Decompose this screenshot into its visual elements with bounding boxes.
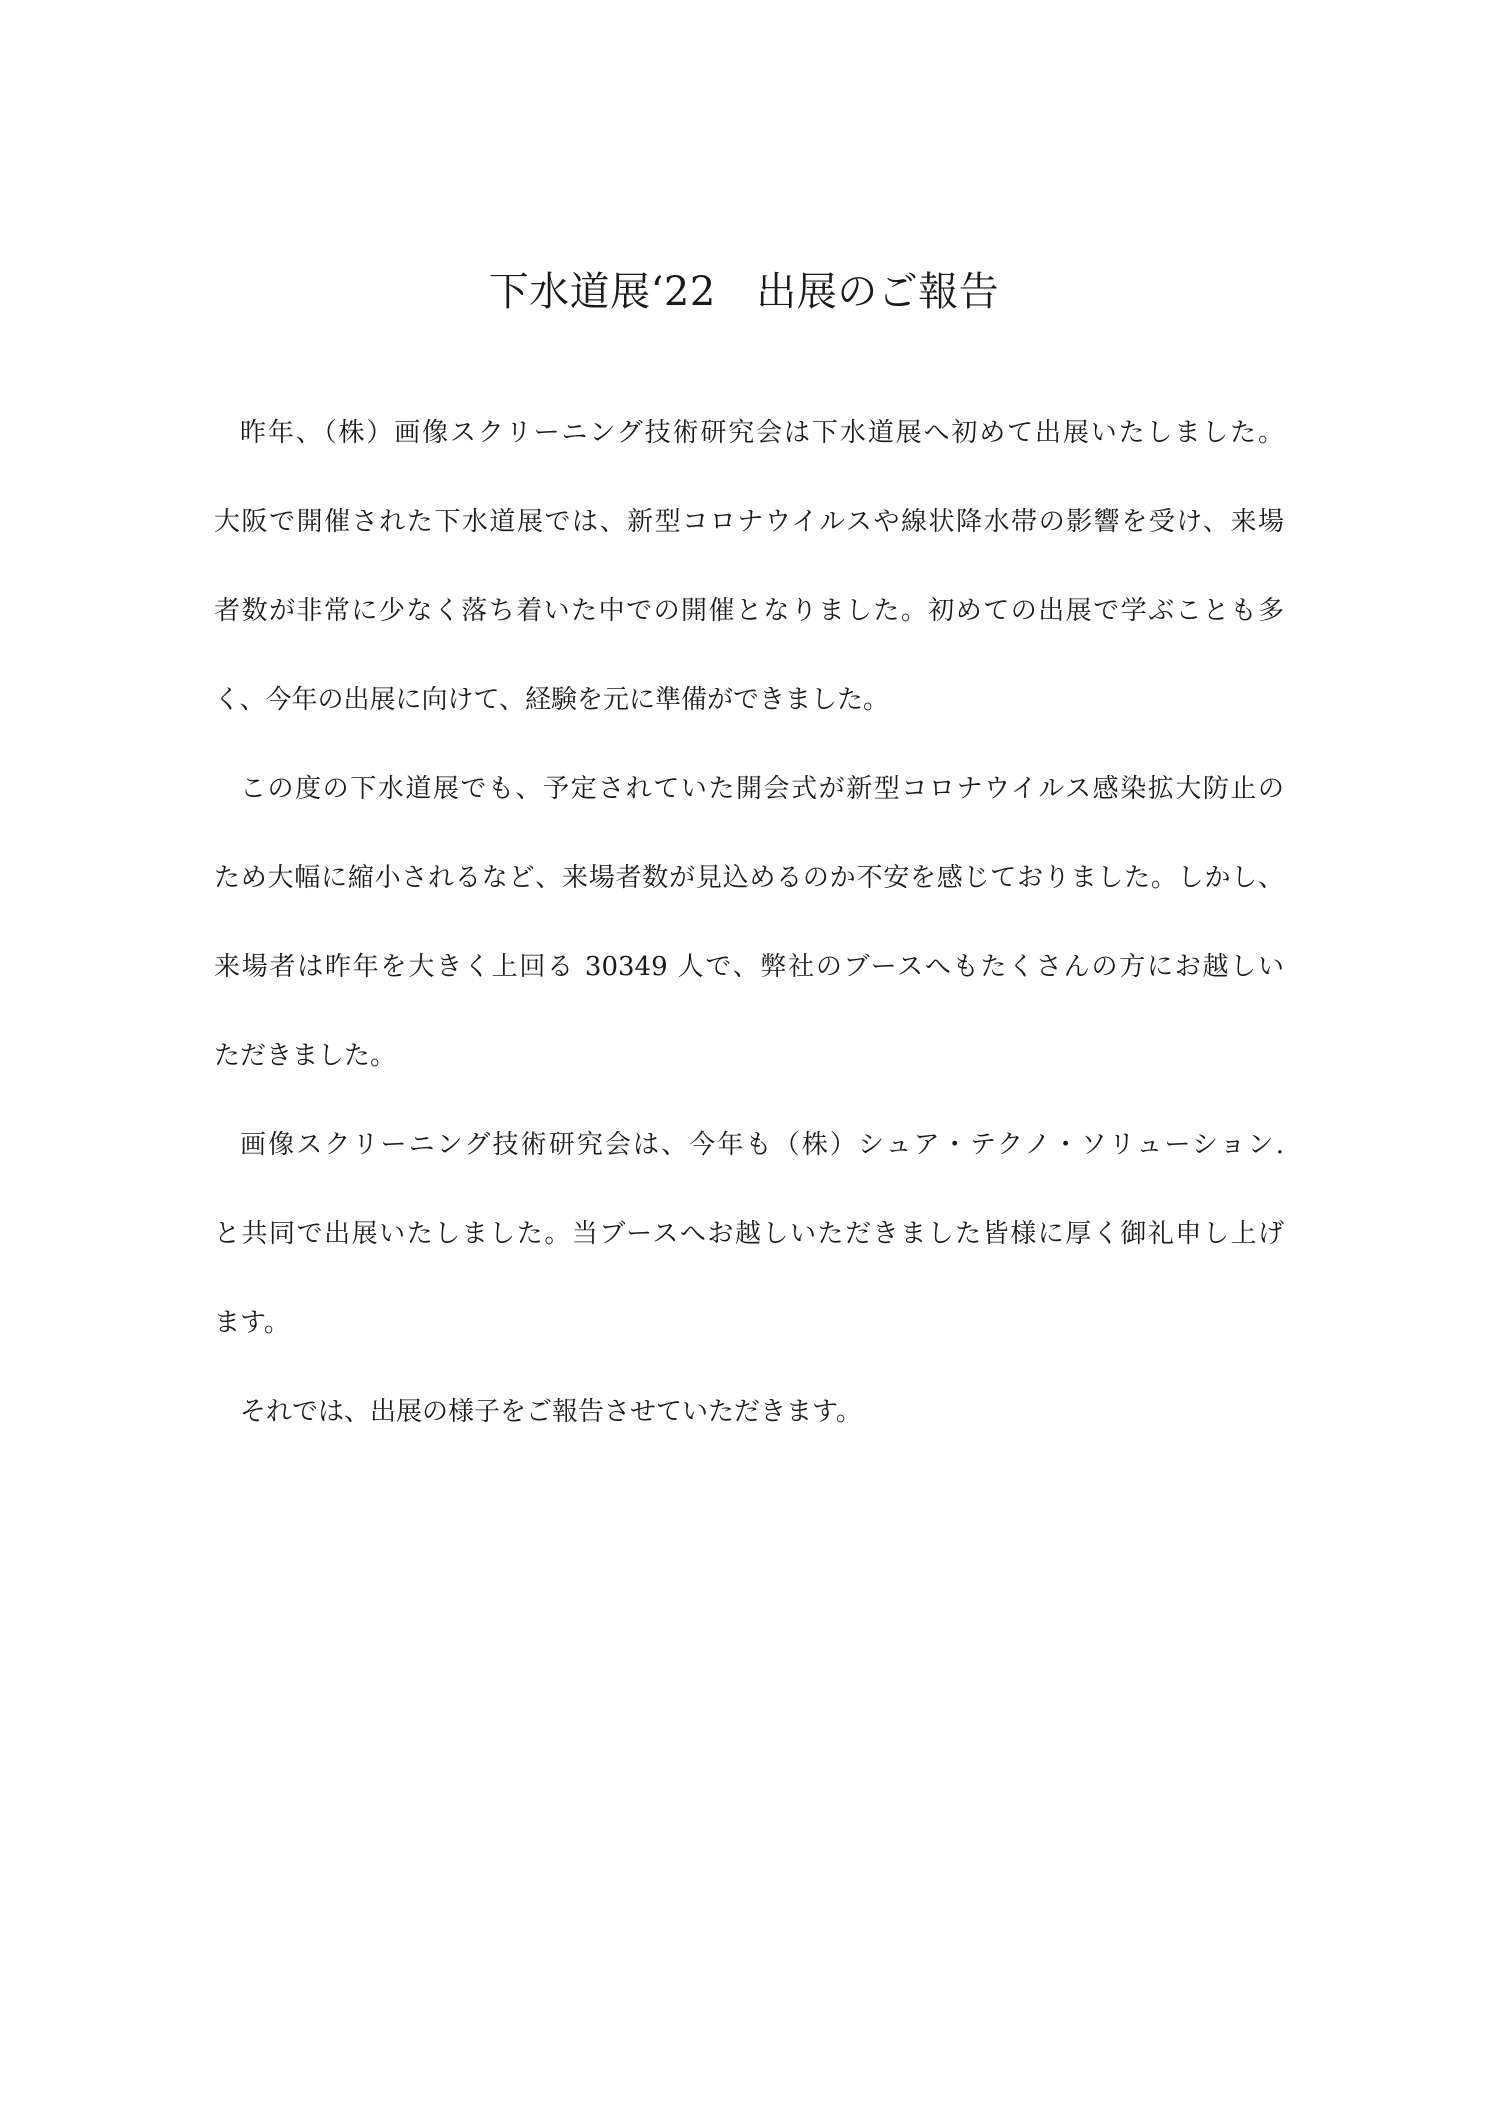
paragraph-2-line-1: この度の下水道展でも、予定されていた開会式が新型コロナウイルス感染拡大防止の — [240, 774, 1284, 804]
paragraph-2-line-3: 来場者は昨年を大きく上回る 30349 人で、弊社のブースへもたくさんの方にお越しい — [214, 952, 1284, 982]
paragraph-1-line-1: 昨年、（株）画像スクリーニング技術研究会は下水道展へ初めて出展いたしました。 — [240, 418, 1284, 448]
paragraph-2-line-2: ため大幅に縮小されるなど、来場者数が見込めるのか不安を感じておりました。しかし、 — [214, 863, 1284, 893]
paragraph-1-line-3: 者数が非常に少なく落ち着いた中での開催となりました。初めての出展で学ぶことも多 — [214, 596, 1284, 626]
paragraph-3-line-1: 画像スクリーニング技術研究会は、今年も（株）シュア・テクノ・ソリューション. — [240, 1130, 1284, 1160]
paragraph-4-line-1: それでは、出展の様子をご報告させていただきます。 — [240, 1397, 862, 1427]
paragraph-3-line-3: ます。 — [214, 1308, 290, 1338]
paragraph-3-line-2: と共同で出展いたしました。当ブースへお越しいただきました皆様に厚く御礼申し上げ — [214, 1219, 1284, 1249]
paragraph-2-line-4: ただきました。 — [214, 1041, 397, 1071]
paragraph-1-line-2: 大阪で開催された下水道展では、新型コロナウイルスや線状降水帯の影響を受け、来場 — [214, 507, 1284, 537]
paragraph-1-line-4: く、今年の出展に向けて、経験を元に準備ができました。 — [214, 685, 889, 715]
document-title: 下水道展‘22 出展のご報告 — [488, 269, 1000, 315]
